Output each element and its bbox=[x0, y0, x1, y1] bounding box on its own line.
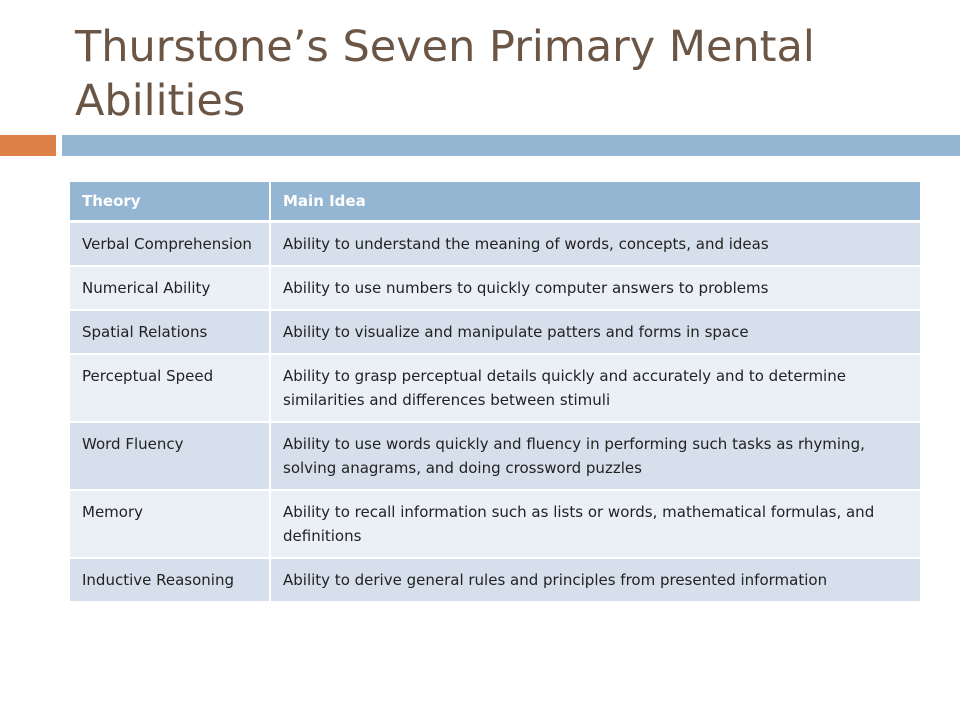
main-idea-cell: Ability to grasp perceptual details quickly and accurately and to determine similarities and differences between stimuli bbox=[270, 354, 920, 422]
theory-cell: Word Fluency bbox=[70, 422, 270, 490]
table-row bbox=[70, 310, 920, 354]
main-idea-cell: Ability to use numbers to quickly computer answers to problems bbox=[270, 266, 920, 310]
accent-bar-orange bbox=[0, 135, 56, 156]
table-row bbox=[70, 354, 920, 422]
table-header-row bbox=[70, 182, 920, 222]
main-idea-cell: Ability to visualize and manipulate patters and forms in space bbox=[270, 310, 920, 354]
theory-cell: Inductive Reasoning bbox=[70, 558, 270, 602]
accent-bar-blue bbox=[62, 135, 960, 156]
table-row bbox=[70, 558, 920, 602]
theory-cell: Verbal Comprehension bbox=[70, 222, 270, 267]
main-idea-cell: Ability to use words quickly and fluency in performing such tasks as rhyming, solving anagrams, and doing crossword puzzles bbox=[270, 422, 920, 490]
main-idea-cell: Ability to recall information such as lists or words, mathematical formulas, and definitions bbox=[270, 490, 920, 558]
table-row bbox=[70, 266, 920, 310]
header-main-idea: Main Idea bbox=[270, 182, 920, 222]
slide-title: Thurstone’s Seven Primary Mental Abilities bbox=[75, 22, 815, 126]
theory-cell: Perceptual Speed bbox=[70, 354, 270, 422]
header-theory: Theory bbox=[70, 182, 270, 222]
table-row bbox=[70, 222, 920, 267]
theory-cell: Memory bbox=[70, 490, 270, 558]
table-row bbox=[70, 490, 920, 558]
abilities-table bbox=[70, 182, 920, 603]
theory-cell: Numerical Ability bbox=[70, 266, 270, 310]
main-idea-cell: Ability to understand the meaning of words, concepts, and ideas bbox=[270, 222, 920, 267]
theory-cell: Spatial Relations bbox=[70, 310, 270, 354]
main-idea-cell: Ability to derive general rules and principles from presented information bbox=[270, 558, 920, 602]
table-row bbox=[70, 422, 920, 490]
